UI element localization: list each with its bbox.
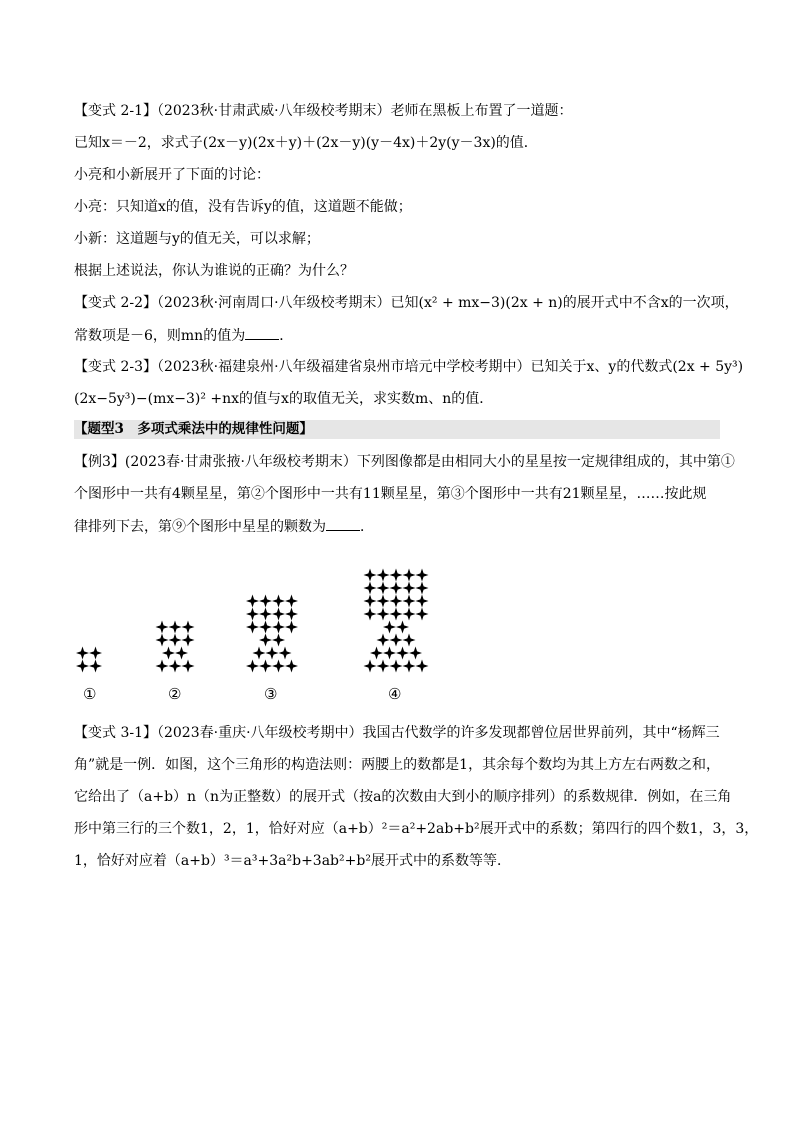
problem-2-2-line-2: 常数项是－6，则mn的值为 ． bbox=[74, 325, 293, 346]
star-mark bbox=[403, 608, 416, 621]
star-mark bbox=[272, 595, 285, 608]
star-mark bbox=[390, 660, 403, 673]
star-mark bbox=[377, 634, 390, 647]
question-who-is-right: 根据上述说法，你认为谁说的正确？为什么？ bbox=[74, 263, 354, 279]
figure-label-2: ② bbox=[168, 685, 182, 703]
star-mark bbox=[76, 647, 89, 660]
star-mark bbox=[370, 647, 383, 660]
figure-label-1: ① bbox=[83, 685, 97, 703]
star-mark bbox=[76, 660, 89, 673]
xiaoxin-statement: 小新：这道题与y的值无关，可以求解； bbox=[74, 231, 320, 247]
problem-2-1-title: 【变式 2-1】（2023秋·甘肃武威·八年级校考期末）老师在黑板上布置了一道题： bbox=[74, 103, 573, 119]
star-mark bbox=[390, 569, 403, 582]
star-mark bbox=[259, 621, 272, 634]
star-mark bbox=[390, 582, 403, 595]
star-mark bbox=[377, 608, 390, 621]
star-mark bbox=[383, 647, 396, 660]
star-mark bbox=[259, 608, 272, 621]
star-mark bbox=[272, 634, 285, 647]
star-mark bbox=[390, 608, 403, 621]
problem-2-2-line-1: 【变式 2-2】（2023秋·河南周口·八年级校考期末）已知(x² + mx−3)(2x + n)的展开式中不含x的一次项， bbox=[74, 295, 739, 311]
star-mark bbox=[246, 595, 259, 608]
star-mark bbox=[364, 660, 377, 673]
star-mark bbox=[156, 634, 169, 647]
star-mark bbox=[182, 634, 195, 647]
star-mark bbox=[403, 582, 416, 595]
star-mark bbox=[266, 647, 279, 660]
star-mark bbox=[364, 569, 377, 582]
variant-3-1-line-2: 角”就是一例．如图，这个三角形的构造法则：两腰上的数都是1，其余每个数均为其上方左右两数之和， bbox=[74, 757, 721, 773]
star-mark bbox=[259, 634, 272, 647]
variant-3-1-line-4: 形中第三行的三个数1，2，1，恰好对应（a+b）²＝a²+2ab+b²展开式中的系数；第四行的四个数1，3，3， bbox=[74, 821, 759, 837]
star-mark bbox=[403, 660, 416, 673]
star-mark bbox=[259, 595, 272, 608]
star-mark bbox=[377, 660, 390, 673]
star-mark bbox=[253, 647, 266, 660]
star-mark bbox=[156, 621, 169, 634]
star-mark bbox=[89, 660, 102, 673]
star-mark bbox=[377, 595, 390, 608]
star-mark bbox=[279, 647, 292, 660]
star-mark bbox=[272, 621, 285, 634]
figure-label-3: ③ bbox=[264, 685, 278, 703]
star-mark bbox=[377, 582, 390, 595]
star-mark bbox=[259, 660, 272, 673]
star-mark bbox=[246, 608, 259, 621]
star-mark bbox=[285, 660, 298, 673]
variant-3-1-line-1: 【变式 3-1】（2023春·重庆·八年级校考期中）我国古代数学的许多发现都曾位居世界前列，其中“杨辉三 bbox=[74, 725, 720, 741]
star-mark bbox=[364, 608, 377, 621]
star-mark bbox=[285, 621, 298, 634]
problem-2-3-line-1: 【变式 2-3】（2023秋·福建泉州·八年级福建省泉州市培元中学校考期中）已知关于x、y的代数式(2x + 5y³) bbox=[74, 359, 744, 375]
star-mark bbox=[285, 608, 298, 621]
star-mark bbox=[416, 660, 429, 673]
star-mark bbox=[175, 647, 188, 660]
star-mark bbox=[169, 660, 182, 673]
star-mark bbox=[156, 660, 169, 673]
example-3-line-1: 【例3】(2023春·甘肃张掖·八年级校考期末）下列图像都是由相同大小的星星按一定规律组成的，其中第① bbox=[74, 454, 735, 470]
star-mark bbox=[246, 660, 259, 673]
section-banner-type-3: 【题型3 多项式乘法中的规律性问题】 bbox=[74, 420, 720, 439]
star-mark bbox=[390, 634, 403, 647]
star-mark bbox=[383, 621, 396, 634]
star-mark bbox=[182, 660, 195, 673]
answer-blank[interactable] bbox=[326, 516, 360, 531]
star-mark bbox=[416, 582, 429, 595]
star-mark bbox=[169, 621, 182, 634]
star-mark bbox=[182, 621, 195, 634]
problem-2-1-question: 已知x＝－2，求式子(2x－y)(2x＋y)＋(2x－y)(y－4x)＋2y(y－3x)的值． bbox=[74, 135, 538, 151]
star-mark bbox=[162, 647, 175, 660]
star-mark bbox=[169, 634, 182, 647]
star-mark bbox=[364, 595, 377, 608]
discussion-intro: 小亮和小新展开了下面的讨论： bbox=[74, 167, 270, 183]
example-3-line-3: 律排列下去，第⑨个图形中星星的颗数为 ． bbox=[74, 516, 374, 537]
problem-2-3-line-2: (2x−5y³)−(mx−3)² +nx的值与x的取值无关，求实数m、n的值． bbox=[74, 391, 494, 407]
answer-blank[interactable] bbox=[245, 325, 279, 340]
star-mark bbox=[403, 595, 416, 608]
star-mark bbox=[272, 608, 285, 621]
star-mark bbox=[396, 621, 409, 634]
star-mark bbox=[377, 569, 390, 582]
star-mark bbox=[416, 608, 429, 621]
star-pattern-figure bbox=[0, 538, 794, 708]
star-mark bbox=[89, 647, 102, 660]
xiaoliang-statement: 小亮：只知道x的值，没有告诉y的值，这道题不能做； bbox=[74, 199, 412, 215]
star-mark bbox=[390, 595, 403, 608]
star-mark bbox=[364, 582, 377, 595]
star-mark bbox=[403, 569, 416, 582]
star-mark bbox=[246, 621, 259, 634]
star-mark bbox=[403, 634, 416, 647]
star-mark bbox=[272, 660, 285, 673]
star-mark bbox=[396, 647, 409, 660]
star-mark bbox=[416, 569, 429, 582]
example-3-line-2: 个图形中一共有4颗星星，第②个图形中一共有11颗星星，第③个图形中一共有21颗星星，……按此规 bbox=[74, 486, 707, 502]
variant-3-1-line-3: 它给出了（a+b）n（n为正整数）的展开式（按a的次数由大到小的顺序排列）的系数规律．例如，在三角 bbox=[74, 789, 732, 805]
variant-3-1-line-5: 1，恰好对应着（a+b）³＝a³+3a²b+3ab²+b²展开式中的系数等等． bbox=[74, 853, 511, 869]
star-mark bbox=[285, 595, 298, 608]
figure-label-4: ④ bbox=[388, 685, 402, 703]
star-mark bbox=[409, 647, 422, 660]
star-mark bbox=[416, 595, 429, 608]
